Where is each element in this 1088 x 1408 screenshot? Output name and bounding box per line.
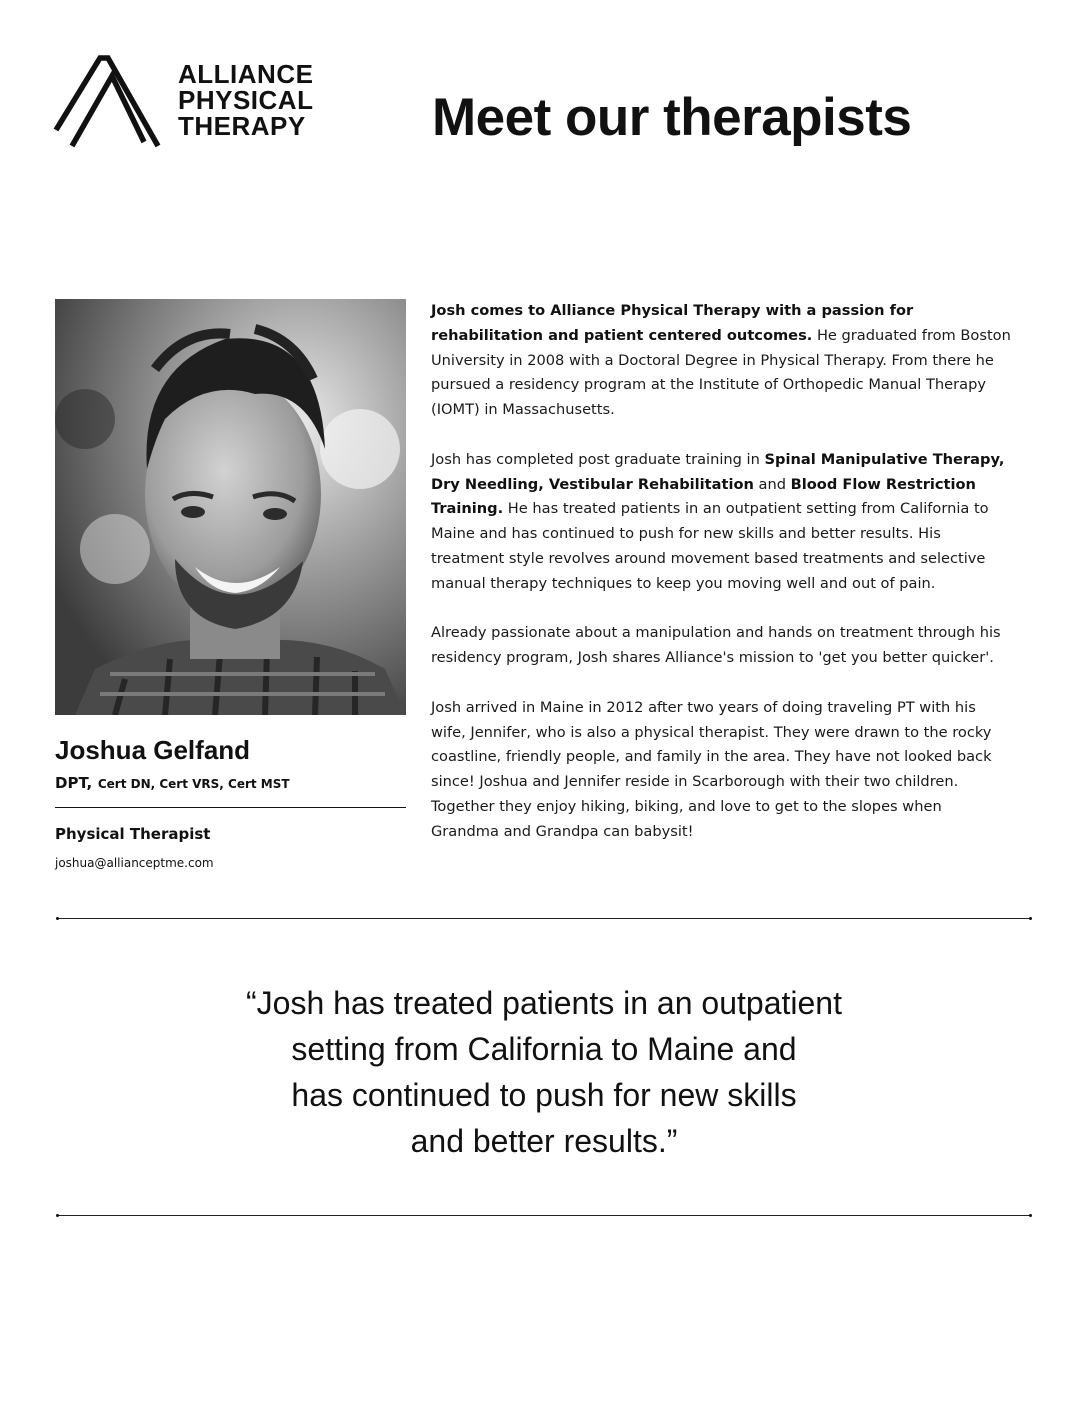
bio-p2-text-c: and (753, 475, 791, 493)
bio-paragraph-2 (431, 448, 1011, 597)
bio-p2-text-rest: He has treated patients in an outpatient setting from California to Maine and has continued to push for new skills and better results. His treatment style revolves around movement based treatments and selective manual therapy techniques to keep you moving well and out of pain. (431, 500, 989, 592)
page-title: Meet our therapists (432, 88, 912, 147)
bio-paragraph-4: Josh arrived in Maine in 2012 after two years of doing traveling PT with his wife, Jennifer, who is also a physical therapist. They were drawn to the rocky coastline, friendly people, and family in the area. They have not looked back since! Joshua and Jennifer reside in Scarborough with their two children. Together they enjoy hiking, biking, and love to get to the slopes when Grandma and Grandpa can babysit! (431, 698, 992, 840)
quote-line-2: setting from California to Maine and (291, 1031, 797, 1067)
bio-paragraph-1 (431, 299, 1011, 423)
bio-paragraph-3: Already passionate about a manipulation and hands on treatment through his residency program, Josh shares Alliance's mission to 'get you better quicker'. (431, 624, 1001, 667)
section-divider-top (57, 918, 1031, 919)
logo-line-therapy: THERAPY (178, 111, 306, 141)
quote-line-3: has continued to push for new skills (291, 1077, 797, 1113)
quote-line-4: and better results.” (410, 1123, 678, 1159)
therapist-name: Joshua Gelfand (55, 735, 251, 765)
brand-logo (52, 52, 342, 152)
bio-intro-bold: Josh comes to Alliance Physical Therapy with a passion for rehabilitation and patient centered outcomes. (431, 302, 914, 344)
therapist-role: Physical Therapist (55, 825, 211, 843)
section-divider-bottom (57, 1215, 1031, 1216)
bio-p1-text: He graduated from Boston University in 2008 with a Doctoral Degree in Physical Therapy. From there he pursued a residency program at the Institute of Orthopedic Manual Therapy (IOMT) in Massachusetts. (431, 326, 1011, 419)
therapist-certifications: Cert DN, Cert VRS, Cert MST (97, 777, 290, 791)
therapist-portrait-photo (55, 299, 406, 715)
logo-line-physical: PHYSICAL (178, 85, 314, 115)
quote-line-1: “Josh has treated patients in an outpatient (246, 985, 842, 1021)
logo-wordmark (178, 61, 313, 139)
alliance-a-logo-icon (52, 52, 164, 152)
therapist-bio (431, 299, 1011, 869)
bio-p2-text-a: Josh has completed post graduate training in (431, 450, 765, 468)
therapist-credentials (55, 771, 290, 796)
logo-line-alliance: ALLIANCE (178, 59, 314, 89)
therapist-email-link[interactable]: joshua@allianceptme.com (55, 856, 214, 870)
bio-training-bold-1: Spinal Manipulative Therapy, Dry Needling, Vestibular Rehabilitation (431, 450, 1005, 493)
pull-quote (120, 980, 968, 1164)
bio-training-bold-2: Blood Flow Restriction Training. (431, 475, 976, 518)
therapist-degree: DPT, (55, 774, 93, 792)
profile-divider (55, 807, 406, 808)
